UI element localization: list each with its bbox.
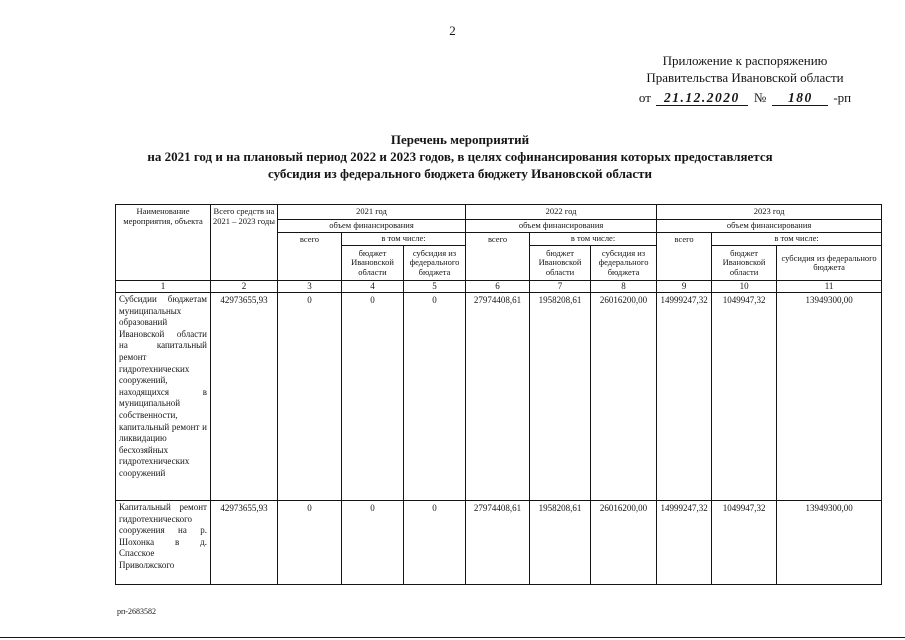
header-total-2023: всего	[657, 233, 712, 281]
header-budget-2023: бюджет Ивановской области	[712, 246, 777, 281]
handwritten-number: 180	[772, 90, 828, 106]
table-row-capital-repair	[116, 501, 882, 585]
document-title	[55, 131, 865, 182]
value-cell: 42973655,93	[211, 501, 278, 585]
page-bottom-rule	[0, 637, 905, 638]
header-total-2022: всего	[466, 233, 530, 281]
value-cell: 13949300,00	[777, 501, 882, 585]
value-cell: 27974408,61	[466, 293, 530, 501]
appendix-block	[609, 52, 881, 106]
value-cell: 1049947,32	[712, 501, 777, 585]
header-volume-2023: объем финансирования	[657, 220, 882, 233]
handwritten-date: 21.12.2020	[656, 90, 748, 106]
page-number: 2	[449, 23, 456, 38]
header-budget-2021: бюджет Ивановской области	[342, 246, 404, 281]
col-num: 2	[211, 281, 278, 293]
value-cell: 0	[342, 293, 404, 501]
header-subsidy-2023: субсидия из федерального бюджета	[777, 246, 882, 281]
header-year-2023: 2023 год	[657, 205, 882, 220]
value-cell: 1958208,61	[530, 293, 591, 501]
col-num: 3	[278, 281, 342, 293]
header-including-2022: в том числе:	[530, 233, 657, 246]
header-subsidy-2021: субсидия из федерального бюджета	[404, 246, 466, 281]
row-name-cell: Капитальный ремонт гидротехнического сооружения на р. Шохонка в д. Спасское Приволжского	[116, 501, 211, 585]
value-cell: 27974408,61	[466, 501, 530, 585]
col-num: 8	[591, 281, 657, 293]
header-total-2021: всего	[278, 233, 342, 281]
value-cell: 14999247,32	[657, 501, 712, 585]
header-row-numbers	[116, 281, 882, 293]
document-code: рп-2683582	[117, 607, 156, 616]
from-label: от	[638, 90, 651, 105]
value-cell: 0	[404, 501, 466, 585]
header-name-column: Наименование мероприятия, объекта	[116, 205, 211, 281]
header-volume-2022: объем финансирования	[466, 220, 657, 233]
col-num: 5	[404, 281, 466, 293]
title-line-2: на 2021 год и на плановый период 2022 и 2023 годов, в целях софинансирования которых предоставляется	[147, 149, 773, 164]
header-year-2022: 2022 год	[466, 205, 657, 220]
appendix-line-2: Правительства Ивановской области	[646, 70, 844, 85]
row-name-cell: Субсидии бюджетам муниципальных образований Ивановской области на капитальный ремонт гидротехнических сооружений, находящихся в муниципальной собственности, капитальный ремонт и ликвидацию бесхозяйных гидротехнических сооружений	[116, 293, 211, 501]
header-year-2021: 2021 год	[278, 205, 466, 220]
header-total-column: Всего средств на 2021 – 2023 годы	[211, 205, 278, 281]
header-subsidy-2022: субсидия из федерального бюджета	[591, 246, 657, 281]
col-num: 10	[712, 281, 777, 293]
title-line-3: субсидия из федерального бюджета бюджету Ивановской области	[267, 166, 653, 181]
header-budget-2022: бюджет Ивановской области	[530, 246, 591, 281]
financing-table	[115, 204, 882, 585]
rp-suffix: -рп	[833, 90, 852, 105]
header-volume-2021: объем финансирования	[278, 220, 466, 233]
value-cell: 0	[278, 293, 342, 501]
number-sign: №	[753, 90, 767, 105]
col-num: 4	[342, 281, 404, 293]
header-including-2021: в том числе:	[342, 233, 466, 246]
value-cell: 1049947,32	[712, 293, 777, 501]
header-including-2023: в том числе:	[712, 233, 882, 246]
value-cell: 42973655,93	[211, 293, 278, 501]
col-num: 9	[657, 281, 712, 293]
appendix-line-3	[609, 89, 881, 106]
col-num: 11	[777, 281, 882, 293]
value-cell: 14999247,32	[657, 293, 712, 501]
value-cell: 26016200,00	[591, 501, 657, 585]
value-cell: 0	[342, 501, 404, 585]
table-row-subsidy	[116, 293, 882, 501]
value-cell: 0	[278, 501, 342, 585]
value-cell: 1958208,61	[530, 501, 591, 585]
title-line-1: Перечень мероприятий	[390, 132, 530, 147]
col-num: 7	[530, 281, 591, 293]
value-cell: 26016200,00	[591, 293, 657, 501]
value-cell: 13949300,00	[777, 293, 882, 501]
appendix-line-1: Приложение к распоряжению	[662, 53, 828, 68]
header-row-years	[116, 205, 882, 220]
value-cell: 0	[404, 293, 466, 501]
col-num: 1	[116, 281, 211, 293]
col-num: 6	[466, 281, 530, 293]
